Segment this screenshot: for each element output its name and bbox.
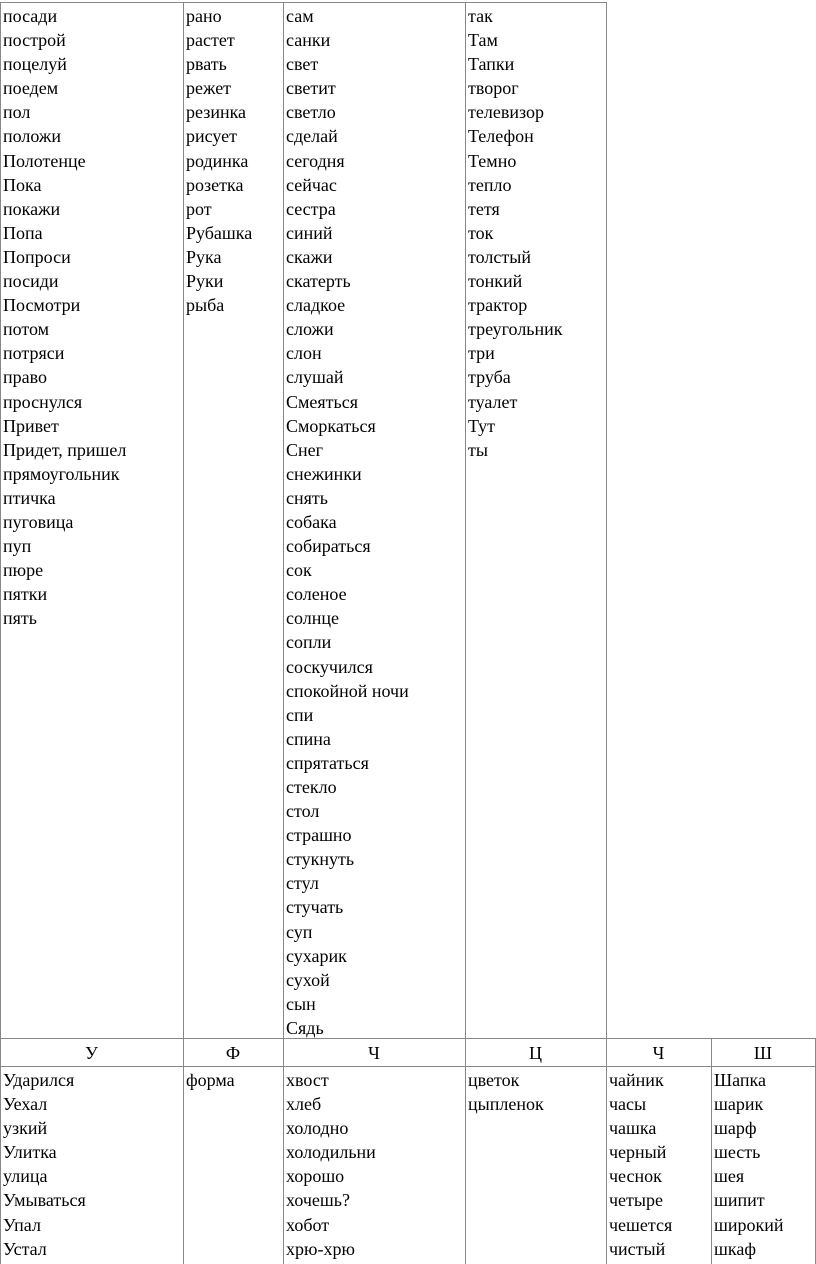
word-item: Умываться [3,1190,86,1211]
word-item: сын [286,993,316,1014]
header-row-divider [0,1066,816,1067]
word-item: спина [286,728,331,749]
word-item: сухой [286,969,330,990]
word-item: Ударился [3,1070,75,1090]
word-item: Снег [286,439,324,460]
word-item: резинка [186,102,247,123]
word-item: хрю-хрю [286,1238,355,1259]
word-item: стул [286,873,319,894]
word-item: туалет [468,391,518,412]
word-item: стекло [286,777,337,797]
word-item: Руки [186,271,224,292]
word-item: форма [186,1070,235,1090]
word-item: собираться [286,536,371,557]
word-item: рот [186,198,212,219]
word-item: Сядь [286,1017,324,1038]
word-item: Телефон [468,126,534,147]
word-item: сам [286,6,314,26]
word-item: Полотенце [3,150,86,171]
word-column-u [3,1068,86,1261]
word-item: широкий [714,1214,784,1235]
word-item: суп [286,921,313,942]
word-item: Там [468,30,498,51]
word-item: светло [286,102,336,123]
word-item: скажи [286,246,333,267]
word-item: пуговица [3,511,74,532]
column-divider [711,1038,712,1264]
word-column-s [286,4,409,1040]
word-item: Темно [468,150,517,171]
column-divider [183,2,184,1264]
word-item: Упал [3,1214,41,1235]
word-item: скатерть [286,271,351,292]
word-item: цветок [468,1070,520,1090]
word-item: посади [3,6,58,26]
word-item: сегодня [286,150,345,171]
word-item: чеснок [609,1166,662,1187]
word-item: поцелуй [3,54,67,75]
word-item: Тапки [468,54,515,75]
word-item: сок [286,560,312,581]
word-item: хлеб [286,1094,322,1115]
word-item: посиди [3,271,59,292]
word-item: шарик [714,1094,764,1115]
table-border-top [0,2,606,3]
word-item: хочешь? [286,1190,350,1211]
word-item: растет [186,30,235,51]
column-divider [283,2,284,1264]
word-item: труба [468,367,511,388]
word-item: слушай [286,367,344,388]
word-item: синий [286,222,333,243]
word-item: Тут [468,415,495,436]
word-item: Шапка [714,1070,767,1090]
word-item: холодно [286,1118,349,1139]
word-item: собака [286,511,337,532]
word-item: светит [286,78,336,99]
word-item: Привет [3,415,59,436]
word-column-ch [609,1068,672,1261]
word-item: чешется [609,1214,673,1235]
word-item: рыба [186,295,225,316]
column-divider [0,2,1,1264]
word-item: Посмотри [3,295,81,316]
word-item: телевизор [468,102,544,123]
header-letter-sh: Ш [753,1043,773,1063]
word-item: Рубашка [186,222,253,243]
word-item: треугольник [468,319,563,340]
word-item: шея [714,1166,745,1187]
word-item: птичка [3,487,56,508]
word-item: тонкий [468,271,523,292]
word-item: толстый [468,246,531,267]
word-item: сладкое [286,295,346,316]
word-item: холодильни [286,1142,376,1163]
word-item: чайник [609,1070,664,1090]
word-item: рано [186,6,222,26]
word-item: хорошо [286,1166,345,1187]
word-item: четыре [609,1190,663,1211]
word-item: стол [286,801,320,822]
word-item: черный [609,1142,667,1163]
word-item: шесть [714,1142,761,1163]
word-item: Смеяться [286,391,359,412]
word-item: соскучился [286,656,373,677]
header-letter-ch: Ч [652,1043,665,1063]
word-item: снежинки [286,463,362,484]
word-item: цыпленок [468,1094,544,1115]
word-item: улица [3,1166,48,1187]
word-item: родинка [186,150,249,171]
word-item: свет [286,54,319,75]
header-letter-u: У [85,1043,98,1063]
word-item: рвать [186,54,227,75]
word-item: Уехал [3,1094,48,1115]
word-item: право [3,367,47,388]
word-item: соленое [286,584,347,605]
word-item: Попа [3,222,43,243]
word-item: поедем [3,78,59,99]
word-item: сухарик [286,945,347,966]
word-item: Рука [186,246,222,267]
word-item: режет [186,78,232,99]
word-item: тетя [468,198,500,219]
word-item: солнце [286,608,339,629]
word-item: Пока [3,174,42,195]
word-column-sh [714,1068,784,1261]
word-item: Придет, пришел [3,439,127,460]
word-item: шарф [714,1118,757,1139]
word-item: санки [286,30,331,51]
word-item: стукнуть [286,849,355,870]
word-item: узкий [3,1118,48,1139]
word-item: сейчас [286,174,337,195]
word-item: прямоугольник [3,463,120,484]
word-item: проснулся [3,391,83,412]
column-divider [465,2,466,1264]
word-column-t [468,4,563,462]
word-item: пуп [3,536,32,557]
header-letter-kh: Ч [368,1043,380,1063]
word-item: ты [468,439,488,460]
word-item: шкаф [714,1238,756,1259]
word-item: часы [609,1094,647,1115]
word-item: пюре [3,560,44,581]
word-item: рисует [186,126,238,147]
word-column-ts [468,1068,544,1116]
word-item: Попроси [3,246,71,267]
word-item: сестра [286,198,336,219]
word-item: творог [468,78,519,99]
word-item: тепло [468,174,512,195]
word-item: построй [3,30,66,51]
word-column-f [186,1068,235,1092]
word-item: Улитка [3,1142,57,1163]
word-item: пол [3,102,31,123]
word-item: чашка [609,1118,657,1139]
word-item: спи [286,704,314,725]
word-item: стучать [286,897,344,918]
word-item: хобот [286,1214,330,1235]
word-item: потом [3,319,50,340]
word-item: ток [468,222,494,243]
word-item: пятки [3,584,48,605]
word-item: слон [286,343,322,364]
word-column-kh [286,1068,376,1261]
word-item: розетка [186,174,244,195]
word-item: спрятаться [286,752,369,773]
word-item: хвост [286,1070,329,1090]
word-item: пять [3,608,37,629]
word-column-p [3,4,126,630]
column-divider [606,2,607,1264]
word-item: так [468,6,493,26]
header-letter-f: Ф [225,1043,241,1063]
word-item: шипит [714,1190,765,1211]
word-item: три [468,343,495,364]
word-item: снять [286,487,328,508]
word-item: сложи [286,319,334,340]
word-item: спокойной ночи [286,680,409,701]
word-column-r [186,4,252,317]
word-item: сделай [286,126,338,147]
word-item: Сморкаться [286,415,376,436]
word-item: сопли [286,632,332,653]
word-item: трактор [468,295,528,316]
word-item: потряси [3,343,65,364]
word-item: чистый [609,1238,666,1259]
word-item: Устал [3,1238,47,1259]
word-item: положи [3,126,61,147]
header-letter-ts: Ц [529,1043,542,1063]
word-item: покажи [3,198,61,219]
word-item: страшно [286,825,352,846]
